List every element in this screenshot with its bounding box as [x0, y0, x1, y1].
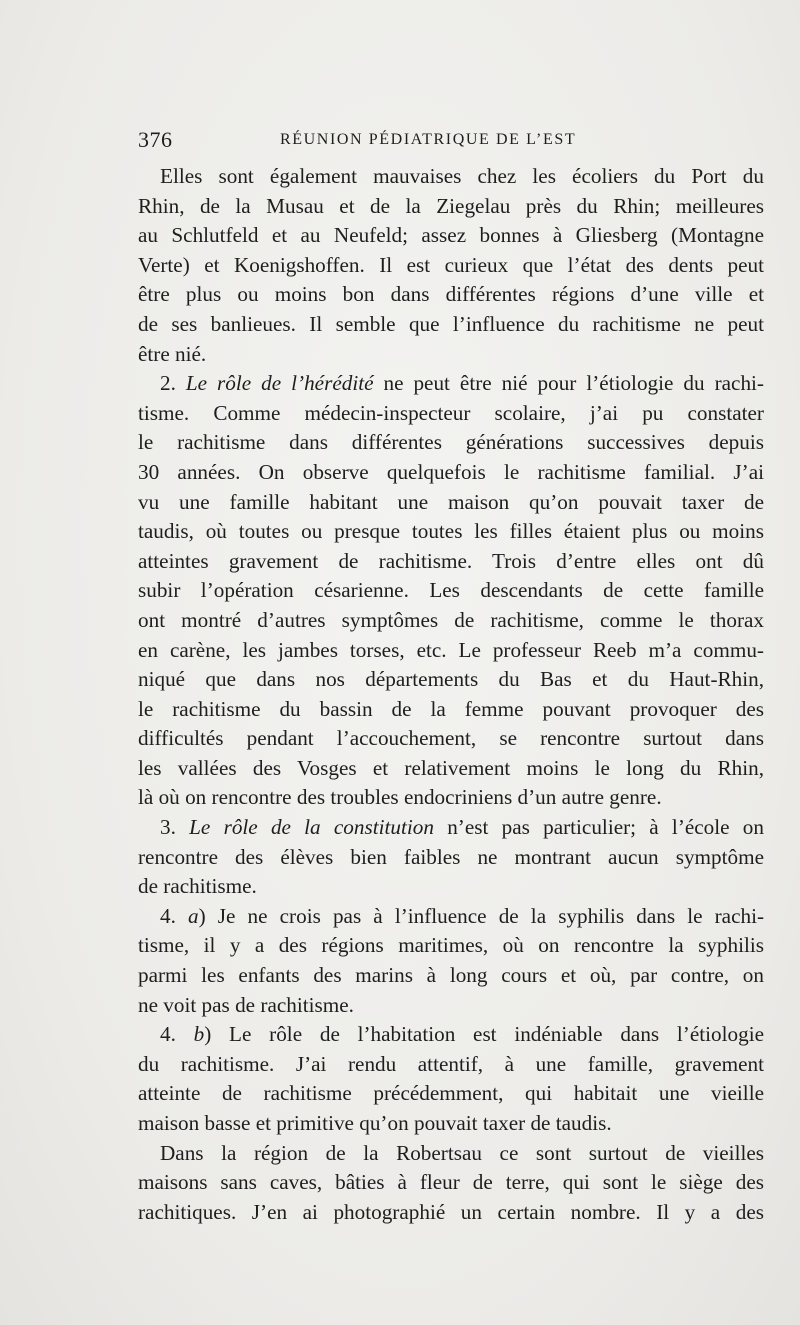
text-line	[138, 724, 764, 754]
line-text: être nié.	[138, 341, 207, 366]
text-line	[138, 280, 764, 310]
line-text: les vallées des Vosges et relativement moins le long du Rhin,	[138, 755, 764, 780]
line-prefix: 3.	[160, 815, 190, 840]
line-text: ne voit pas de rachitisme.	[138, 992, 354, 1017]
text-line	[138, 931, 764, 961]
text-line	[138, 1109, 764, 1139]
line-text: maison basse et primitive qu’on pouvait taxer de taudis.	[138, 1111, 612, 1135]
page-number: 376	[138, 127, 173, 152]
text-line	[138, 517, 764, 547]
italic-text: a	[188, 903, 199, 928]
line-text: rencontre des élèves bien faibles ne montrant aucun symptôme	[138, 844, 764, 869]
text-line	[138, 310, 764, 340]
text-line	[138, 754, 764, 784]
text-line	[138, 488, 764, 518]
text-line	[138, 1139, 764, 1169]
line-text: Verte) et Koenigshoffen. Il est curieux que l’état des dents peut	[138, 252, 764, 277]
line-text: être plus ou moins bon dans différentes régions d’une ville et	[138, 282, 764, 307]
line-text: ne peut être nié pour l’étiologie du rachi-	[373, 371, 764, 396]
line-text: Elles sont également mauvaises chez les écoliers du Port du	[160, 164, 764, 188]
text-line	[138, 1050, 764, 1080]
text-line	[138, 606, 764, 636]
line-text: n’est pas particulier; à l’école on	[433, 815, 764, 840]
italic-text: Le rôle de l’hérédité	[185, 371, 374, 396]
text-line	[138, 991, 764, 1021]
line-text: là où on rencontre des troubles endocriniens d’un autre genre.	[138, 785, 662, 810]
italic-text: b	[193, 1022, 205, 1047]
line-text: au Schlutfeld et au Neufeld; assez bonnes à Gliesberg (Montagne	[138, 223, 764, 248]
line-prefix: 2.	[160, 371, 186, 396]
line-text: Rhin, de la Musau et de la Ziegelau près du Rhin; meilleures	[138, 193, 764, 218]
text-line	[138, 872, 764, 902]
text-line	[138, 369, 764, 399]
text-line	[138, 902, 764, 932]
line-text: maisons sans caves, bâties à fleur de terre, qui sont le siège des	[138, 1170, 764, 1195]
italic-text: Le rôle de la constitution	[189, 815, 434, 840]
line-text: parmi les enfants des marins à long cours et où, par contre, on	[138, 963, 764, 988]
text-line	[138, 162, 764, 192]
body-text	[138, 162, 764, 1227]
line-text: subir l’opération césarienne. Les descendants de cette famille	[138, 578, 764, 603]
running-title: RÉUNION PÉDIATRIQUE DE L’EST	[280, 131, 577, 148]
line-text: de rachitisme.	[138, 874, 257, 899]
text-line	[138, 458, 764, 488]
line-prefix: 4.	[160, 1022, 194, 1047]
line-text: de ses banlieues. Il semble que l’influence du rachitisme ne peut	[138, 311, 764, 336]
text-line	[138, 813, 764, 843]
line-text: niqué que dans nos départements du Bas et du Haut-Rhin,	[138, 667, 764, 692]
text-line	[138, 1198, 764, 1228]
line-text: vu une famille habitant une maison qu’on pouvait taxer de	[138, 489, 764, 514]
line-text: le rachitisme dans différentes générations successives depuis	[138, 430, 764, 455]
line-prefix: 4.	[160, 903, 189, 928]
line-text: le rachitisme du bassin de la femme pouvant provoquer des	[138, 696, 764, 721]
line-text: 30 années. On observe quelquefois le rachitisme familial. J’ai	[138, 459, 764, 484]
text-line	[138, 961, 764, 991]
text-line	[138, 783, 764, 813]
line-text: ont montré d’autres symptômes de rachitisme, comme le thorax	[138, 607, 764, 632]
text-line	[138, 576, 764, 606]
text-line	[138, 251, 764, 281]
text-line	[138, 428, 764, 458]
line-text: ) Le rôle de l’habitation est indéniable dans l’étiologie	[204, 1022, 764, 1047]
line-text: Dans la région de la Robertsau ce sont surtout de vieilles	[160, 1140, 764, 1165]
text-line	[138, 1079, 764, 1109]
line-text: rachitiques. J’en ai photographié un certain nombre. Il y a des	[138, 1199, 764, 1224]
text-line	[138, 340, 764, 370]
line-text: du rachitisme. J’ai rendu attentif, à une famille, gravement	[138, 1051, 764, 1076]
text-line	[138, 547, 764, 577]
text-line	[138, 843, 764, 873]
line-text: taudis, où toutes ou presque toutes les filles étaient plus ou moins	[138, 519, 764, 544]
line-text: difficultés pendant l’accouchement, se rencontre surtout dans	[138, 726, 764, 751]
line-text: tisme, il y a des régions maritimes, où on rencontre la syphilis	[138, 933, 764, 958]
line-text: atteintes gravement de rachitisme. Trois d’entre elles ont dû	[138, 548, 764, 573]
text-line	[138, 399, 764, 429]
text-line	[138, 665, 764, 695]
line-text: ) Je ne crois pas à l’influence de la syphilis dans le rachi-	[198, 903, 765, 928]
text-line	[138, 1020, 764, 1050]
text-line	[138, 636, 764, 666]
line-text: en carène, les jambes torses, etc. Le professeur Reeb m’a commu-	[138, 637, 764, 662]
text-line	[138, 192, 764, 222]
text-line	[138, 1168, 764, 1198]
line-text: atteinte de rachitisme précédemment, qui habitait une vieille	[138, 1081, 764, 1106]
line-text: tisme. Comme médecin-inspecteur scolaire, j’ai pu constater	[138, 400, 764, 425]
text-line	[138, 695, 764, 725]
page-header	[138, 127, 764, 157]
text-line	[138, 221, 764, 251]
